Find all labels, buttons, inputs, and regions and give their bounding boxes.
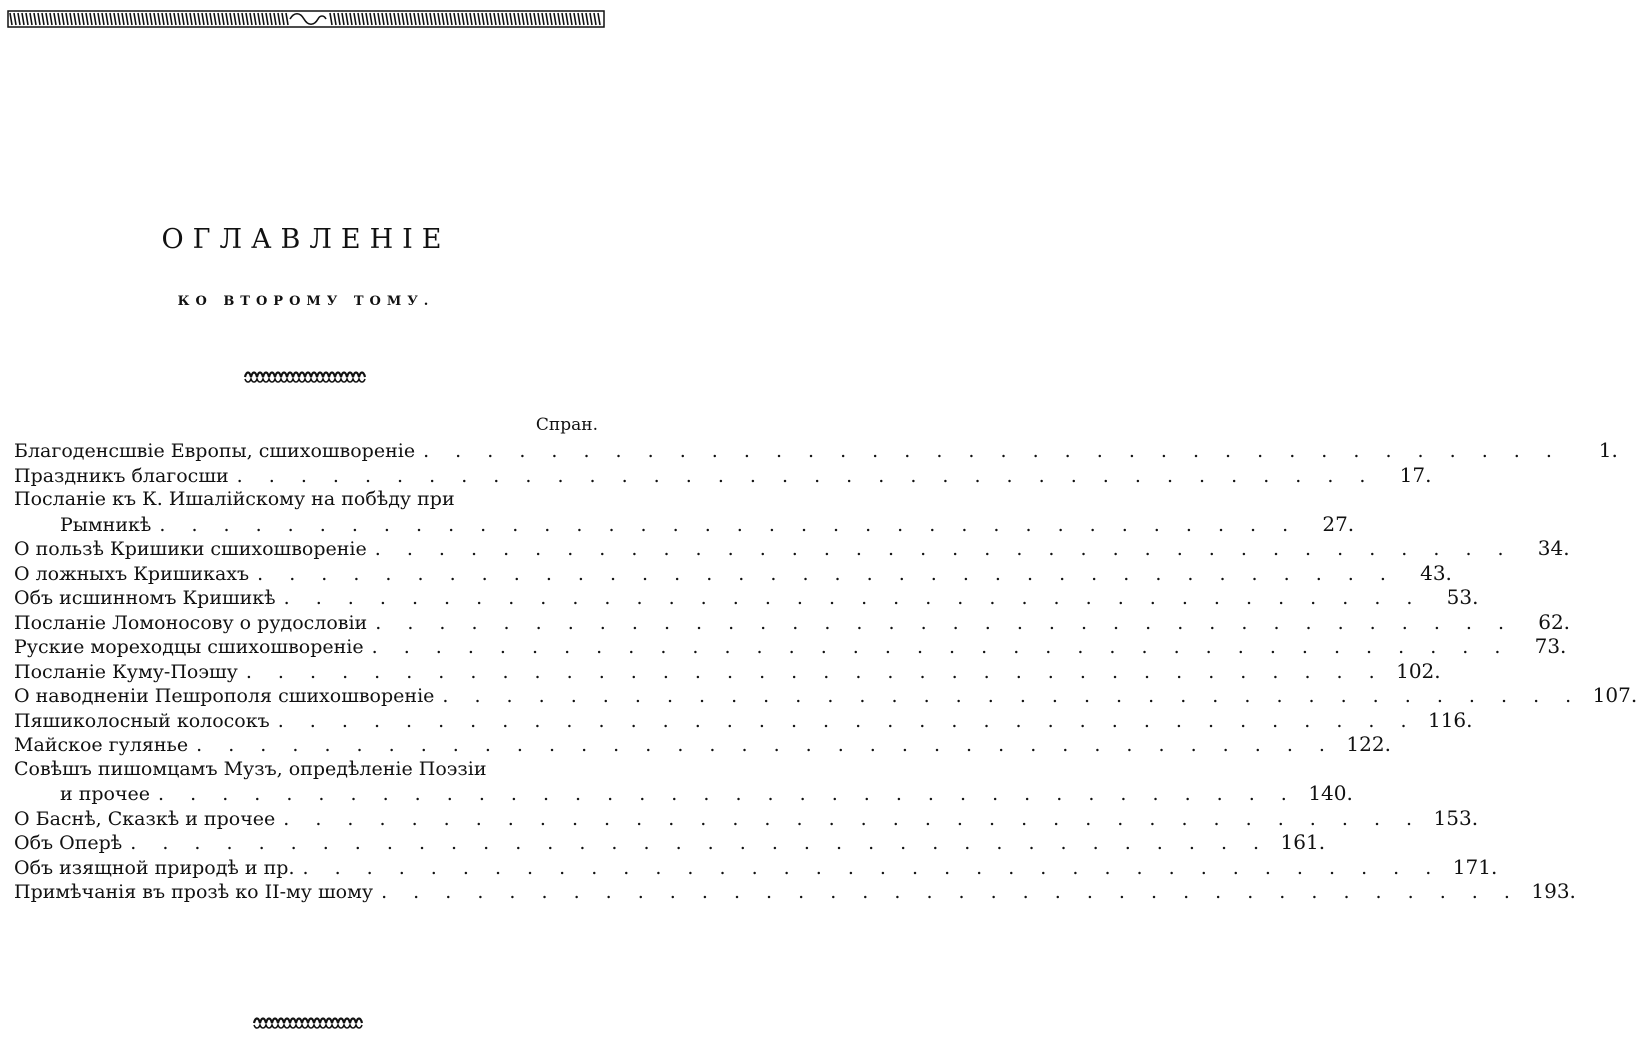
toc-leader-dots: . . . . . . . . . . . . . . . . . . . . . . . . . . . . . . . . . . . .: [159, 513, 1299, 536]
toc-entry-title: Майское гулянье: [14, 734, 189, 756]
toc-entry-page: 53.: [1446, 585, 1479, 609]
toc-entry: [14, 609, 1571, 635]
toc-entry-title: Руские мореходцы сшихошвореніе: [14, 636, 364, 658]
page-title: ОГЛАВЛЕНІЕ: [161, 224, 451, 255]
toc-entry-page: 62.: [1538, 609, 1571, 634]
toc-entry: [14, 683, 1637, 708]
toc-entry: [14, 438, 1618, 463]
toc-entry-title: О ложныхъ Кришикахъ: [14, 562, 250, 585]
toc-entry: [14, 560, 1452, 586]
toc-leader-dots: . . . . . . . . . . . . . . . . . . . . . . . . . . . . . . . . . . . .: [442, 685, 1582, 707]
toc-entry-page: 122.: [1346, 732, 1391, 756]
top-ornamental-border: [8, 10, 604, 28]
toc-entry-title-continuation: Рымникѣ: [60, 513, 152, 536]
toc-entry-line: [14, 462, 1432, 488]
toc-entry-line: [14, 830, 1326, 855]
toc-entry-title: Посланіе къ К. Ишалійскому на побѣду при: [14, 488, 455, 510]
page-column-header: Спран.: [535, 415, 598, 435]
toc-entry-page: 17.: [1399, 462, 1432, 487]
toc-entry-line: [14, 511, 1355, 537]
toc-entry: [14, 805, 1479, 831]
toc-entry: [14, 854, 1498, 880]
toc-leader-dots: . . . . . . . . . . . . . . . . . . . . . . . . . . . . . . . . . . . .: [158, 783, 1297, 805]
ornament-band-icon: [8, 10, 604, 28]
toc-entry-line: [14, 438, 1618, 463]
toc-entry-page: 43.: [1420, 560, 1452, 585]
toc-entry-page: 140.: [1308, 781, 1353, 805]
toc-entry-title: Объ Оперѣ: [14, 832, 123, 854]
toc-leader-dots: . . . . . . . . . . . . . . . . . . . . . . . . . . . . . . . . . . . .: [423, 440, 1562, 462]
toc-entry-title: Объ изящной природѣ и пр.: [14, 856, 295, 879]
toc-entry-page: 102.: [1396, 658, 1441, 683]
toc-entry: [14, 585, 1479, 610]
toc-entry-line: [14, 683, 1637, 708]
toc-leader-dots: . . . . . . . . . . . . . . . . . . . . . . . . . . . . . . . . . . . .: [277, 709, 1417, 732]
toc-entry-title-continuation: и прочее: [60, 783, 151, 805]
wavy-divider-icon: [245, 370, 365, 384]
toc-entry-page: 153.: [1433, 805, 1479, 830]
toc-entry-line: [14, 854, 1498, 880]
toc-entry-page: 73.: [1534, 634, 1567, 658]
toc-entry-title: Пяшиколосный колосокъ: [14, 709, 270, 732]
toc-leader-dots: . . . . . . . . . . . . . . . . . . . . . . . . . . . . . . . . . . . .: [302, 856, 1442, 879]
toc-entry-page: 161.: [1280, 830, 1326, 854]
toc-entry: [14, 830, 1326, 855]
toc-entry-line: [14, 707, 1473, 733]
toc-entry: [14, 707, 1473, 733]
toc-entry-line: [14, 634, 1567, 659]
toc-leader-dots: . . . . . . . . . . . . . . . . . . . . . . . . . . . . . . . . . . . .: [236, 464, 1376, 487]
toc-entry-page: 27.: [1322, 511, 1355, 536]
toc-entry: [14, 658, 1441, 684]
toc-leader-dots: . . . . . . . . . . . . . . . . . . . . . . . . . . . . . . . . . . . .: [196, 734, 1335, 756]
toc-entry-page: 1.: [1598, 438, 1618, 462]
toc-leader-dots: . . . . . . . . . . . . . . . . . . . . . . . . . . . . . . . . . . . .: [381, 881, 1520, 903]
toc-entry-line: [14, 781, 1353, 806]
toc-entry-line: [14, 757, 598, 782]
toc-leader-dots: . . . . . . . . . . . . . . . . . . . . . . . . . . . . . . . . . . . .: [283, 807, 1423, 830]
toc-list: [14, 438, 1637, 904]
toc-entry-page: 171.: [1452, 854, 1498, 879]
page-subtitle: КО ВТОРОМУ ТОМУ.: [177, 294, 435, 309]
toc-entry-line: [14, 732, 1391, 757]
toc-entry: [14, 487, 1355, 536]
toc-entry-title: Праздникъ благосши: [14, 464, 229, 487]
toc-entry-line: [14, 560, 1452, 586]
toc-entry-title: О Баснѣ, Сказкѣ и прочее: [14, 807, 276, 830]
toc-entry: [14, 757, 1353, 806]
toc-leader-dots: . . . . . . . . . . . . . . . . . . . . . . . . . . . . . . . . . . . .: [257, 562, 1396, 585]
toc-leader-dots: . . . . . . . . . . . . . . . . . . . . . . . . . . . . . . . . . . . .: [283, 587, 1423, 609]
toc-entry: [14, 732, 1391, 757]
toc-entry-page: 107.: [1592, 683, 1637, 707]
toc-entry-title: О наводненіи Пешрополя сшихошвореніе: [14, 685, 435, 707]
toc-entry-title: О пользѣ Кришики сшихошвореніе: [14, 538, 367, 560]
toc-entry-page: 193.: [1531, 879, 1576, 903]
toc-entry-line: [14, 487, 598, 512]
toc-entry-title: Посланіе Ломоносову о рудословіи: [14, 611, 368, 634]
toc-leader-dots: . . . . . . . . . . . . . . . . . . . . . . . . . . . . . . . . . . . .: [375, 611, 1515, 634]
toc-entry-line: [14, 879, 1576, 904]
toc-entry: [14, 879, 1576, 904]
toc-entry-title: Совѣшъ пишомцамъ Музъ, опредѣленіе Поэзіи: [14, 757, 487, 780]
toc-entry-line: [14, 585, 1479, 610]
wavy-divider-bottom-icon: [254, 1016, 358, 1030]
toc-entry-title: Примѣчанія въ прозѣ ко II-му шому: [14, 881, 374, 903]
toc-entry-line: [14, 805, 1479, 831]
toc-entry-page: 116.: [1427, 707, 1473, 732]
toc-entry-line: [14, 609, 1571, 635]
toc-entry-line: [14, 536, 1570, 561]
table-of-contents: [14, 412, 1637, 904]
toc-entry: [14, 536, 1570, 561]
toc-entry-title: Благоденсшвіе Европы, сшихошвореніе: [14, 440, 416, 462]
toc-leader-dots: . . . . . . . . . . . . . . . . . . . . . . . . . . . . . . . . . . . .: [371, 636, 1511, 658]
toc-entry-title: Посланіе Куму-Поэшу: [14, 660, 238, 683]
toc-leader-dots: . . . . . . . . . . . . . . . . . . . . . . . . . . . . . . . . . . . .: [245, 660, 1385, 683]
toc-entry: [14, 634, 1567, 659]
toc-entry: [14, 462, 1432, 488]
toc-entry-title: Объ исшинномъ Кришикѣ: [14, 587, 276, 609]
toc-entry-page: 34.: [1537, 536, 1570, 560]
toc-leader-dots: . . . . . . . . . . . . . . . . . . . . . . . . . . . . . . . . . . . .: [130, 832, 1270, 854]
toc-leader-dots: . . . . . . . . . . . . . . . . . . . . . . . . . . . . . . . . . . . .: [374, 538, 1514, 560]
toc-entry-line: [14, 658, 1441, 684]
